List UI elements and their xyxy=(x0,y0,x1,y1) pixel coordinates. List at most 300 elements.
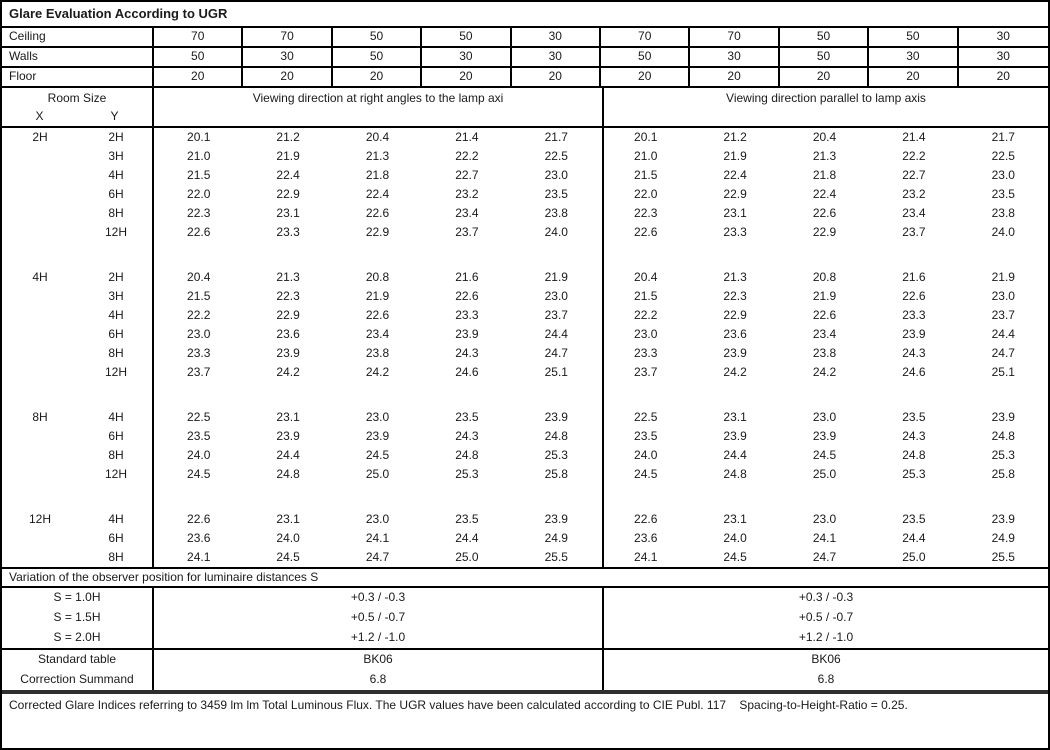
ugr-row xyxy=(2,166,1048,185)
variation-value-right: +1.2 / -1.0 xyxy=(798,630,854,644)
ugr-value-cell: 21.9 xyxy=(812,289,837,303)
ugr-value-cell: 21.3 xyxy=(723,270,747,284)
summary-label: Standard table xyxy=(2,650,154,670)
ugr-value-cell: 24.1 xyxy=(365,531,390,545)
surface-value-cell: 30 xyxy=(869,48,958,66)
ugr-value-cell: 20.1 xyxy=(634,130,658,144)
ugr-value-cell: 21.2 xyxy=(276,130,300,144)
variation-value-right: +0.5 / -0.7 xyxy=(798,610,854,624)
room-x-cell xyxy=(2,166,78,185)
table-header xyxy=(2,88,1048,128)
ugr-value-cell: 24.0 xyxy=(991,225,1015,239)
room-y-cell: 6H xyxy=(108,531,124,545)
viewing-direction-crosswise-heading: Viewing direction at right angles to the lamp axi xyxy=(154,88,604,126)
ugr-value-cell: 24.5 xyxy=(723,550,747,564)
ugr-value-cell: 24.7 xyxy=(365,550,390,564)
ugr-values-table xyxy=(2,128,1048,567)
ugr-value-cell: 24.5 xyxy=(365,448,390,462)
surface-value-cell: 70 xyxy=(243,28,332,46)
room-y-cell: 4H xyxy=(108,168,124,182)
surface-value-cell: 50 xyxy=(780,48,869,66)
ugr-value-cell: 21.5 xyxy=(634,168,658,182)
ugr-value-cell: 22.9 xyxy=(723,308,747,322)
ugr-value-cell: 24.6 xyxy=(902,365,926,379)
ugr-value-cell: 21.3 xyxy=(812,149,837,163)
ugr-value-cell: 23.2 xyxy=(455,187,479,201)
ugr-value-cell: 24.2 xyxy=(723,365,747,379)
ugr-value-cell: 22.6 xyxy=(455,289,479,303)
ugr-value-cell: 23.4 xyxy=(902,206,926,220)
ugr-value-cell: 23.0 xyxy=(812,410,837,424)
room-x-cell xyxy=(2,548,78,567)
surface-value-cell: 20 xyxy=(243,68,332,86)
summary-row xyxy=(2,670,1048,690)
ugr-value-cell: 20.8 xyxy=(365,270,390,284)
ugr-value-cell: 22.3 xyxy=(187,206,211,220)
ugr-value-cell: 24.9 xyxy=(544,531,568,545)
ugr-value-cell: 22.9 xyxy=(365,225,390,239)
room-y-cell: 6H xyxy=(108,187,124,201)
ugr-value-cell: 23.9 xyxy=(544,410,568,424)
ugr-value-cell: 23.7 xyxy=(902,225,926,239)
surface-row xyxy=(2,68,1048,88)
y-axis-label: Y xyxy=(110,109,119,123)
ugr-row xyxy=(2,427,1048,446)
room-x-cell xyxy=(2,287,78,306)
room-y-cell: 8H xyxy=(108,550,124,564)
ugr-value-cell: 25.0 xyxy=(455,550,479,564)
ugr-value-cell: 23.5 xyxy=(455,410,479,424)
ugr-value-cell: 22.3 xyxy=(634,206,658,220)
surface-value-cell: 70 xyxy=(154,28,243,46)
ugr-value-cell: 23.0 xyxy=(187,327,211,341)
ugr-value-cell: 22.5 xyxy=(544,149,568,163)
ugr-value-cell: 24.6 xyxy=(455,365,479,379)
ugr-value-cell: 24.4 xyxy=(723,448,747,462)
ugr-value-cell: 25.8 xyxy=(991,467,1015,481)
surface-value-cell: 50 xyxy=(154,48,243,66)
ugr-value-cell: 24.2 xyxy=(812,365,837,379)
ugr-value-cell: 24.0 xyxy=(276,531,300,545)
ugr-value-cell: 22.6 xyxy=(187,225,211,239)
ugr-value-cell: 24.2 xyxy=(365,365,390,379)
ugr-row xyxy=(2,204,1048,223)
ugr-value-cell: 25.0 xyxy=(812,467,837,481)
summary-row xyxy=(2,650,1048,670)
ugr-value-cell: 25.0 xyxy=(902,550,926,564)
ugr-row xyxy=(2,268,1048,287)
ugr-value-cell: 24.9 xyxy=(991,531,1015,545)
surface-label: Ceiling xyxy=(2,28,154,46)
ugr-value-cell: 23.0 xyxy=(634,327,658,341)
ugr-value-cell: 22.9 xyxy=(723,187,747,201)
ugr-value-cell: 22.6 xyxy=(634,225,658,239)
ugr-value-cell: 23.4 xyxy=(365,327,390,341)
divider-line-vertical-left xyxy=(152,128,154,567)
ugr-value-cell: 23.3 xyxy=(276,225,300,239)
room-x-cell: 8H xyxy=(32,410,48,424)
ugr-value-cell: 20.4 xyxy=(365,130,390,144)
room-y-cell: 6H xyxy=(108,429,124,443)
ugr-value-cell: 24.8 xyxy=(991,429,1015,443)
room-y-cell: 8H xyxy=(108,206,124,220)
ugr-row xyxy=(2,363,1048,382)
room-x-cell xyxy=(2,306,78,325)
ugr-value-cell: 23.5 xyxy=(187,429,211,443)
ugr-value-cell: 23.8 xyxy=(991,206,1015,220)
ugr-value-cell: 24.7 xyxy=(544,346,568,360)
room-y-cell: 2H xyxy=(108,130,124,144)
surface-value-cell: 70 xyxy=(690,28,779,46)
room-x-cell xyxy=(2,204,78,223)
ugr-value-cell: 23.0 xyxy=(365,512,390,526)
ugr-row xyxy=(2,128,1048,147)
ugr-value-cell: 22.5 xyxy=(634,410,658,424)
ugr-value-cell: 21.9 xyxy=(544,270,568,284)
ugr-value-cell: 25.5 xyxy=(544,550,568,564)
ugr-value-cell: 24.7 xyxy=(991,346,1015,360)
ugr-value-cell: 22.2 xyxy=(187,308,211,322)
ugr-value-cell: 21.5 xyxy=(187,168,211,182)
surface-value-cell: 30 xyxy=(996,49,1010,63)
ugr-value-cell: 22.5 xyxy=(187,410,211,424)
ugr-row xyxy=(2,548,1048,567)
ugr-value-cell: 20.8 xyxy=(812,270,837,284)
surface-value-cell: 30 xyxy=(512,48,601,66)
surface-value-cell: 20 xyxy=(996,69,1010,83)
ugr-value-cell: 23.5 xyxy=(455,512,479,526)
ugr-row xyxy=(2,529,1048,548)
ugr-value-cell: 24.5 xyxy=(634,467,658,481)
ugr-value-cell: 22.2 xyxy=(455,149,479,163)
ugr-value-cell: 23.9 xyxy=(723,429,747,443)
variation-heading: Variation of the observer position for luminaire distances S xyxy=(2,567,1048,588)
variation-value-left: +0.5 / -0.7 xyxy=(154,608,604,628)
ugr-value-cell: 23.0 xyxy=(991,168,1015,182)
ugr-value-cell: 21.9 xyxy=(365,289,390,303)
ugr-value-cell: 24.1 xyxy=(812,531,837,545)
surface-value-cell: 50 xyxy=(601,48,690,66)
ugr-value-cell: 24.0 xyxy=(634,448,658,462)
ugr-value-cell: 23.5 xyxy=(902,512,926,526)
ugr-value-cell: 24.4 xyxy=(544,327,568,341)
ugr-value-cell: 21.3 xyxy=(365,149,390,163)
surface-value-cell: 50 xyxy=(333,48,422,66)
ugr-value-cell: 21.5 xyxy=(634,289,658,303)
ugr-value-cell: 24.8 xyxy=(723,467,747,481)
room-y-cell: 6H xyxy=(108,327,124,341)
ugr-value-cell: 23.9 xyxy=(276,429,300,443)
variation-label: S = 1.5H xyxy=(2,608,154,628)
ugr-value-cell: 24.0 xyxy=(723,531,747,545)
surface-value-cell: 20 xyxy=(601,68,690,86)
ugr-value-cell: 24.8 xyxy=(276,467,300,481)
room-x-cell xyxy=(2,147,78,166)
ugr-value-cell: 25.5 xyxy=(991,550,1015,564)
ugr-value-cell: 24.2 xyxy=(276,365,300,379)
ugr-value-cell: 22.6 xyxy=(902,289,926,303)
ugr-value-cell: 24.4 xyxy=(991,327,1015,341)
ugr-value-cell: 20.1 xyxy=(187,130,211,144)
variation-value-right: +0.3 / -0.3 xyxy=(798,590,854,604)
room-y-cell: 12H xyxy=(104,365,127,379)
ugr-row xyxy=(2,223,1048,242)
ugr-value-cell: 22.9 xyxy=(276,308,300,322)
room-x-cell xyxy=(2,185,78,204)
ugr-value-cell: 24.3 xyxy=(902,346,926,360)
ugr-value-cell: 22.6 xyxy=(812,308,837,322)
ugr-value-cell: 23.9 xyxy=(276,346,300,360)
room-y-cell: 2H xyxy=(108,270,124,284)
ugr-value-cell: 23.3 xyxy=(634,346,658,360)
ugr-value-cell: 23.9 xyxy=(544,512,568,526)
surface-value-cell: 50 xyxy=(780,28,869,46)
summary-value-left: BK06 xyxy=(154,650,604,670)
ugr-value-cell: 23.5 xyxy=(634,429,658,443)
ugr-value-cell: 23.1 xyxy=(276,206,300,220)
ugr-value-cell: 24.8 xyxy=(455,448,479,462)
ugr-value-cell: 25.3 xyxy=(991,448,1015,462)
ugr-value-cell: 24.8 xyxy=(902,448,926,462)
ugr-value-cell: 22.3 xyxy=(723,289,747,303)
ugr-row xyxy=(2,306,1048,325)
ugr-value-cell: 24.3 xyxy=(455,429,479,443)
surface-value-cell: 20 xyxy=(690,68,779,86)
surface-value-cell: 20 xyxy=(422,68,511,86)
ugr-value-cell: 23.4 xyxy=(455,206,479,220)
surface-value-cell: 20 xyxy=(512,68,601,86)
ugr-value-cell: 25.0 xyxy=(365,467,390,481)
ugr-value-cell: 22.6 xyxy=(365,308,390,322)
ugr-value-cell: 23.6 xyxy=(634,531,658,545)
ugr-row xyxy=(2,465,1048,484)
summary-label: Correction Summand xyxy=(2,670,154,690)
room-x-cell xyxy=(2,427,78,446)
ugr-value-cell: 21.7 xyxy=(991,130,1015,144)
room-y-cell: 4H xyxy=(108,308,124,322)
ugr-value-cell: 22.6 xyxy=(365,206,390,220)
surface-value-cell: 30 xyxy=(243,48,332,66)
room-y-cell: 8H xyxy=(108,448,124,462)
ugr-value-cell: 22.4 xyxy=(723,168,747,182)
ugr-value-cell: 24.8 xyxy=(544,429,568,443)
ugr-value-cell: 23.3 xyxy=(455,308,479,322)
ugr-value-cell: 23.0 xyxy=(365,410,390,424)
ugr-value-cell: 24.0 xyxy=(544,225,568,239)
ugr-value-cell: 21.3 xyxy=(276,270,300,284)
ugr-value-cell: 21.8 xyxy=(812,168,837,182)
ugr-value-cell: 22.6 xyxy=(187,512,211,526)
room-y-cell: 3H xyxy=(108,149,124,163)
ugr-value-cell: 23.9 xyxy=(991,410,1015,424)
surface-row xyxy=(2,28,1048,48)
ugr-row xyxy=(2,408,1048,427)
room-x-cell: 2H xyxy=(32,130,48,144)
surface-value-cell: 30 xyxy=(996,29,1010,43)
ugr-value-cell: 22.5 xyxy=(991,149,1015,163)
ugr-value-cell: 20.4 xyxy=(812,130,837,144)
room-size-label: Room Size xyxy=(47,91,107,105)
divider-line-vertical-middle xyxy=(602,128,604,567)
ugr-row xyxy=(2,185,1048,204)
ugr-value-cell: 23.9 xyxy=(455,327,479,341)
summary-value-right: 6.8 xyxy=(817,672,835,686)
ugr-value-cell: 23.5 xyxy=(544,187,568,201)
variation-row xyxy=(2,628,1048,648)
ugr-value-cell: 23.2 xyxy=(902,187,926,201)
ugr-value-cell: 23.3 xyxy=(187,346,211,360)
ugr-value-cell: 21.0 xyxy=(187,149,211,163)
variation-label: S = 1.0H xyxy=(2,588,154,608)
room-x-cell: 12H xyxy=(28,512,51,526)
ugr-value-cell: 25.3 xyxy=(455,467,479,481)
surface-reflectance-table xyxy=(2,28,1048,88)
surface-value-cell: 20 xyxy=(780,68,869,86)
ugr-value-cell: 22.4 xyxy=(276,168,300,182)
ugr-value-cell: 23.1 xyxy=(723,206,747,220)
ugr-value-cell: 23.3 xyxy=(723,225,747,239)
surface-value-cell: 20 xyxy=(333,68,422,86)
room-x-cell xyxy=(2,529,78,548)
ugr-value-cell: 23.4 xyxy=(812,327,837,341)
ugr-value-cell: 24.3 xyxy=(455,346,479,360)
ugr-value-cell: 21.4 xyxy=(455,130,479,144)
block-spacer xyxy=(2,382,1048,408)
ugr-value-cell: 22.9 xyxy=(276,187,300,201)
surface-label: Floor xyxy=(2,68,154,86)
room-x-cell xyxy=(2,325,78,344)
ugr-value-cell: 21.6 xyxy=(455,270,479,284)
ugr-value-cell: 23.0 xyxy=(991,289,1015,303)
surface-value-cell: 50 xyxy=(869,28,958,46)
ugr-value-cell: 23.1 xyxy=(276,410,300,424)
ugr-value-cell: 22.0 xyxy=(634,187,658,201)
ugr-value-cell: 24.4 xyxy=(455,531,479,545)
ugr-row xyxy=(2,344,1048,363)
ugr-value-cell: 23.7 xyxy=(634,365,658,379)
variation-value-left: +1.2 / -1.0 xyxy=(154,628,604,648)
ugr-value-cell: 22.6 xyxy=(812,206,837,220)
ugr-value-cell: 24.0 xyxy=(187,448,211,462)
ugr-row xyxy=(2,287,1048,306)
block-spacer xyxy=(2,242,1048,268)
ugr-value-cell: 22.4 xyxy=(812,187,837,201)
variation-row xyxy=(2,608,1048,628)
ugr-value-cell: 22.2 xyxy=(634,308,658,322)
room-x-cell xyxy=(2,223,78,242)
ugr-value-cell: 23.8 xyxy=(812,346,837,360)
ugr-value-cell: 22.9 xyxy=(812,225,837,239)
ugr-value-cell: 24.1 xyxy=(634,550,658,564)
ugr-value-cell: 23.7 xyxy=(991,308,1015,322)
surface-value-cell: 20 xyxy=(869,68,958,86)
summary-table xyxy=(2,648,1048,690)
ugr-value-cell: 21.6 xyxy=(902,270,926,284)
ugr-value-cell: 23.5 xyxy=(902,410,926,424)
block-spacer xyxy=(2,484,1048,510)
ugr-value-cell: 23.6 xyxy=(187,531,211,545)
surface-value-cell: 50 xyxy=(422,28,511,46)
ugr-value-cell: 23.9 xyxy=(723,346,747,360)
ugr-value-cell: 23.8 xyxy=(365,346,390,360)
ugr-value-cell: 21.9 xyxy=(723,149,747,163)
ugr-value-cell: 23.9 xyxy=(365,429,390,443)
ugr-value-cell: 23.1 xyxy=(723,410,747,424)
ugr-value-cell: 24.1 xyxy=(187,550,211,564)
room-y-cell: 4H xyxy=(108,410,124,424)
ugr-value-cell: 24.7 xyxy=(812,550,837,564)
room-x-cell xyxy=(2,446,78,465)
ugr-value-cell: 24.5 xyxy=(812,448,837,462)
room-y-cell: 3H xyxy=(108,289,124,303)
surface-value-cell: 30 xyxy=(690,48,779,66)
ugr-value-cell: 23.9 xyxy=(991,512,1015,526)
room-x-cell xyxy=(2,344,78,363)
ugr-value-cell: 23.1 xyxy=(276,512,300,526)
ugr-value-cell: 23.7 xyxy=(187,365,211,379)
ugr-value-cell: 23.7 xyxy=(455,225,479,239)
room-x-cell xyxy=(2,465,78,484)
summary-value-left: 6.8 xyxy=(154,670,604,690)
ugr-value-cell: 23.3 xyxy=(902,308,926,322)
observer-variation-table xyxy=(2,588,1048,648)
ugr-value-cell: 20.4 xyxy=(634,270,658,284)
room-y-cell: 8H xyxy=(108,346,124,360)
ugr-value-cell: 23.1 xyxy=(723,512,747,526)
ugr-value-cell: 25.1 xyxy=(544,365,568,379)
footer-note: Corrected Glare Indices referring to 3459 lm lm Total Luminous Flux. The UGR values have been calculated according to CIE Publ. 117 Spacing-to-Height-Ratio = 0.25. xyxy=(9,698,908,712)
ugr-row xyxy=(2,446,1048,465)
ugr-value-cell: 22.7 xyxy=(902,168,926,182)
ugr-row xyxy=(2,325,1048,344)
room-size-header xyxy=(2,88,154,126)
ugr-value-cell: 21.5 xyxy=(187,289,211,303)
ugr-value-cell: 22.6 xyxy=(634,512,658,526)
ugr-value-cell: 23.8 xyxy=(544,206,568,220)
ugr-value-cell: 23.6 xyxy=(723,327,747,341)
ugr-value-cell: 23.7 xyxy=(544,308,568,322)
ugr-value-cell: 25.1 xyxy=(991,365,1015,379)
ugr-value-cell: 21.8 xyxy=(365,168,390,182)
ugr-value-cell: 24.4 xyxy=(902,531,926,545)
ugr-value-cell: 21.9 xyxy=(276,149,300,163)
ugr-value-cell: 23.0 xyxy=(812,512,837,526)
ugr-value-cell: 22.2 xyxy=(902,149,926,163)
room-x-cell: 4H xyxy=(32,270,48,284)
room-y-cell: 12H xyxy=(104,225,127,239)
viewing-direction-parallel-heading: Viewing direction parallel to lamp axis xyxy=(726,91,926,105)
ugr-value-cell: 21.7 xyxy=(544,130,568,144)
ugr-row xyxy=(2,510,1048,529)
surface-row xyxy=(2,48,1048,68)
room-y-cell: 12H xyxy=(104,467,127,481)
ugr-value-cell: 22.3 xyxy=(276,289,300,303)
surface-value-cell: 30 xyxy=(512,28,601,46)
variation-value-left: +0.3 / -0.3 xyxy=(154,588,604,608)
xy-labels xyxy=(2,108,152,126)
ugr-value-cell: 22.7 xyxy=(455,168,479,182)
ugr-value-cell: 20.4 xyxy=(187,270,211,284)
ugr-value-cell: 23.0 xyxy=(544,168,568,182)
ugr-value-cell: 21.2 xyxy=(723,130,747,144)
ugr-value-cell: 24.3 xyxy=(902,429,926,443)
surface-value-cell: 70 xyxy=(601,28,690,46)
surface-value-cell: 20 xyxy=(154,68,243,86)
ugr-value-cell: 23.5 xyxy=(991,187,1015,201)
summary-value-right: BK06 xyxy=(811,652,841,666)
room-x-cell xyxy=(2,363,78,382)
ugr-row xyxy=(2,147,1048,166)
